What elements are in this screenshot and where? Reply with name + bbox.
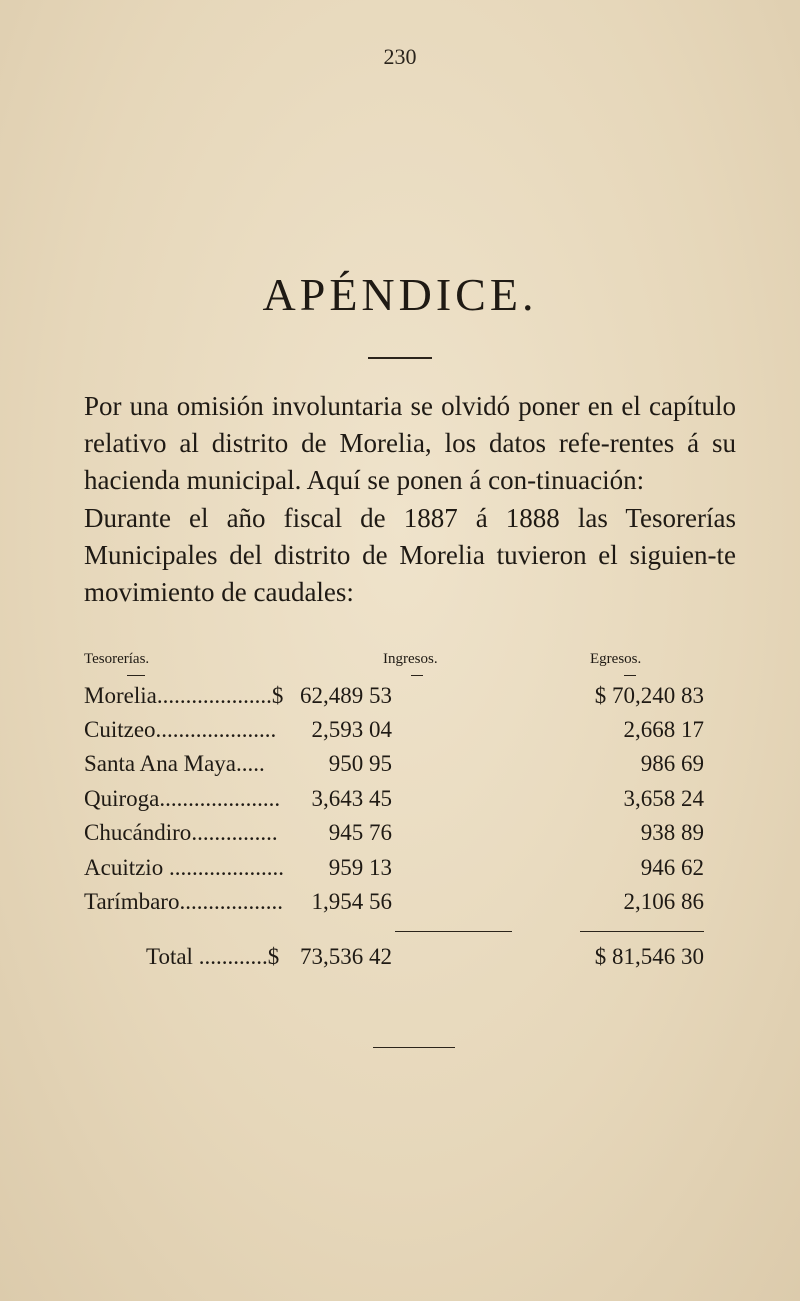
row-name: Acuitzio [84, 855, 164, 880]
row-name: Tarímbaro [84, 889, 180, 914]
total-egresos: $ 81,546 30 [594, 944, 704, 969]
row-ingresos: 945 76 [328, 820, 392, 845]
row-leader: .................. [179, 889, 283, 914]
row-leader: ....................$ [156, 683, 284, 708]
row-leader: ..................... [155, 717, 277, 742]
sum-rule-ingresos [395, 931, 512, 932]
table-header-egresos: Egresos. [590, 651, 642, 667]
total-row [84, 944, 704, 976]
row-leader: ..... [236, 751, 265, 776]
table-row [84, 786, 704, 818]
row-egresos: 2,106 86 [623, 889, 704, 914]
paragraph-fiscal-year: Durante el año fiscal de 1887 á 1888 las Tesorerías Municipales del distrito de Morelia tuvieron el siguien-te movimiento de caudales: [84, 503, 736, 607]
table-row [84, 855, 704, 887]
row-leader: ............... [191, 820, 278, 845]
row-egresos: 2,668 17 [623, 717, 704, 742]
total-leader: ............$ [192, 944, 280, 969]
row-ingresos: 2,593 04 [311, 717, 392, 742]
table-row [84, 683, 704, 715]
table-row [84, 889, 704, 921]
total-ingresos: 73,536 42 [300, 944, 392, 969]
row-egresos: 3,658 24 [623, 786, 704, 811]
row-egresos: 986 69 [640, 751, 704, 776]
header-dash [411, 675, 423, 676]
row-ingresos: 959 13 [328, 855, 392, 880]
row-ingresos: 950 95 [328, 751, 392, 776]
paragraph-intro: Por una omisión involuntaria se olvidó poner en el capítulo relativo al distrito de Morelia, los datos refe-rentes á su hacienda municipal. Aquí se ponen á con-tinuación: [84, 391, 736, 495]
row-leader: ..................... [159, 786, 281, 811]
row-name: Morelia [84, 683, 157, 708]
total-label: Total [146, 944, 193, 969]
header-dash [624, 675, 636, 676]
header-dash [127, 675, 145, 676]
row-egresos: 938 89 [640, 820, 704, 845]
table-row [84, 717, 704, 749]
page-number: 230 [383, 44, 417, 69]
row-name: Quiroga [84, 786, 160, 811]
sum-rule-egresos [580, 931, 704, 932]
row-name: Santa Ana Maya [84, 751, 237, 776]
row-name: Chucándiro [84, 820, 192, 845]
row-name: Cuitzeo [84, 717, 156, 742]
row-ingresos: 62,489 53 [300, 683, 392, 708]
row-ingresos: 3,643 45 [311, 786, 392, 811]
row-egresos: 946 62 [640, 855, 704, 880]
table-row [84, 751, 704, 783]
title-rule [368, 357, 432, 359]
bottom-rule [373, 1047, 455, 1048]
table-row [84, 820, 704, 852]
row-ingresos: 1,954 56 [311, 889, 392, 914]
row-egresos: $ 70,240 83 [594, 683, 704, 708]
table-header-tesorerias: Tesorerías. [84, 651, 150, 667]
page-title: APÉNDICE. [262, 269, 538, 320]
row-leader: .................... [163, 855, 284, 880]
table-header-ingresos: Ingresos. [383, 651, 438, 667]
